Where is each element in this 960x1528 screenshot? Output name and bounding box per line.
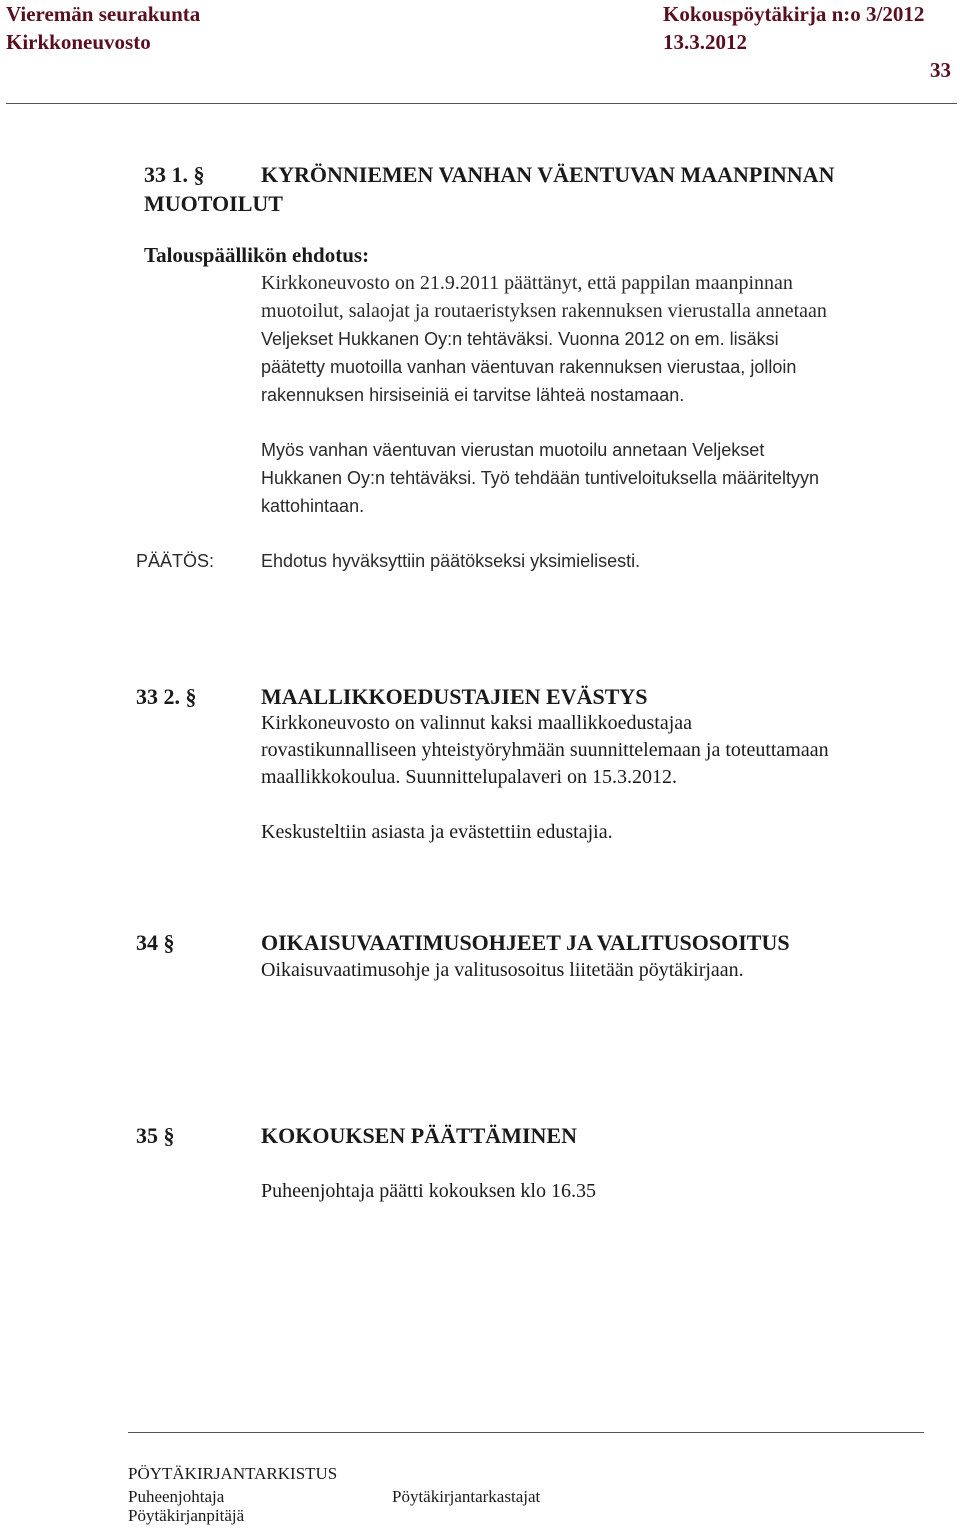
- footer-chair: Puheenjohtaja: [128, 1487, 225, 1506]
- s1-title-line1: KYRÖNNIEMEN VANHAN VÄENTUVAN MAANPINNAN: [261, 162, 835, 187]
- s2-paragraph-2: Keskusteltiin asiasta ja evästettiin edustajia.: [261, 821, 613, 843]
- section-sign-icon: §: [163, 1123, 175, 1148]
- section-sign-icon: §: [163, 930, 175, 955]
- s1-p1-line5: rakennuksen hirsiseiniä ei tarvitse lähteä nostamaan.: [261, 385, 685, 405]
- s2-p1-line3: maallikkokoulua. Suunnittelupalaveri on 15.3.2012.: [261, 766, 678, 788]
- meeting-date: 13.3.2012: [663, 30, 747, 54]
- s2-number: [136, 684, 197, 710]
- s2-num: 33 2.: [136, 684, 180, 709]
- proposal-label: Talouspäällikön ehdotus:: [144, 243, 370, 267]
- s1-number: [144, 162, 205, 188]
- s2-paragraph-1: [261, 710, 951, 791]
- s1-title-line2: MUOTOILUT: [144, 191, 283, 216]
- header-divider: [6, 103, 957, 104]
- s1-p2-line3: kattohintaan.: [261, 496, 365, 516]
- s2-p1-line1: Kirkkoneuvosto on valinnut kaksi maallikkoedustajaa: [261, 712, 693, 734]
- footer-divider: [128, 1432, 924, 1433]
- org-name: Vieremän seurakunta: [6, 2, 201, 26]
- s4-text: Puheenjohtaja päätti kokouksen klo 16.35: [261, 1180, 596, 1202]
- s1-p1-line1: Kirkkoneuvosto on 21.9.2011 päättänyt, että pappilan maanpinnan: [261, 272, 793, 294]
- footer-checkers: Pöytäkirjantarkastajat: [392, 1487, 541, 1506]
- page-number: 33: [930, 58, 951, 82]
- s2-p1-line2: rovastikunnalliseen yhteistyöryhmään suunnittelemaan ja toteuttamaan: [261, 739, 829, 761]
- decision-text: Ehdotus hyväksyttiin päätökseksi yksimielisesti.: [261, 551, 641, 571]
- s3-title: OIKAISUVAATIMUSOHJEET JA VALITUSOSOITUS: [261, 930, 790, 955]
- s1-p1-line2: muotoilut, salaojat ja routaeristyksen rakennuksen vierustalla annetaan: [261, 300, 827, 322]
- s1-paragraph-1: [261, 269, 951, 409]
- section-sign-icon: §: [193, 162, 205, 187]
- s1-p2-line2: Hukkanen Oy:n tehtäväksi. Työ tehdään tuntiveloituksella määriteltyyn: [261, 468, 819, 488]
- s3-num: 34: [136, 930, 158, 955]
- decision-label: PÄÄTÖS:: [136, 551, 215, 571]
- s1-num: 33 1.: [144, 162, 188, 187]
- s2-title: MAALLIKKOEDUSTAJIEN EVÄSTYS: [261, 684, 648, 709]
- s4-number: [136, 1123, 175, 1149]
- s3-number: [136, 930, 175, 956]
- s1-paragraph-2: [261, 436, 951, 520]
- footer-heading: PÖYTÄKIRJANTARKISTUS: [128, 1464, 338, 1483]
- s4-title: KOKOUKSEN PÄÄTTÄMINEN: [261, 1123, 577, 1148]
- footer-secretary: Pöytäkirjanpitäjä: [128, 1506, 245, 1525]
- doc-title: Kokouspöytäkirja n:o 3/2012: [663, 2, 925, 26]
- s3-text: Oikaisuvaatimusohje ja valitusosoitus liitetään pöytäkirjaan.: [261, 959, 744, 981]
- s1-p1-line4: päätetty muotoilla vanhan väentuvan rakennuksen vierustaa, jolloin: [261, 357, 797, 377]
- s1-p2-line1: Myös vanhan väentuvan vierustan muotoilu annetaan Veljekset: [261, 440, 765, 460]
- s1-p1-line3: Veljekset Hukkanen Oy:n tehtäväksi. Vuonna 2012 on em. lisäksi: [261, 329, 779, 349]
- body-name: Kirkkoneuvosto: [6, 30, 151, 54]
- section-sign-icon: §: [185, 684, 197, 709]
- s4-num: 35: [136, 1123, 158, 1148]
